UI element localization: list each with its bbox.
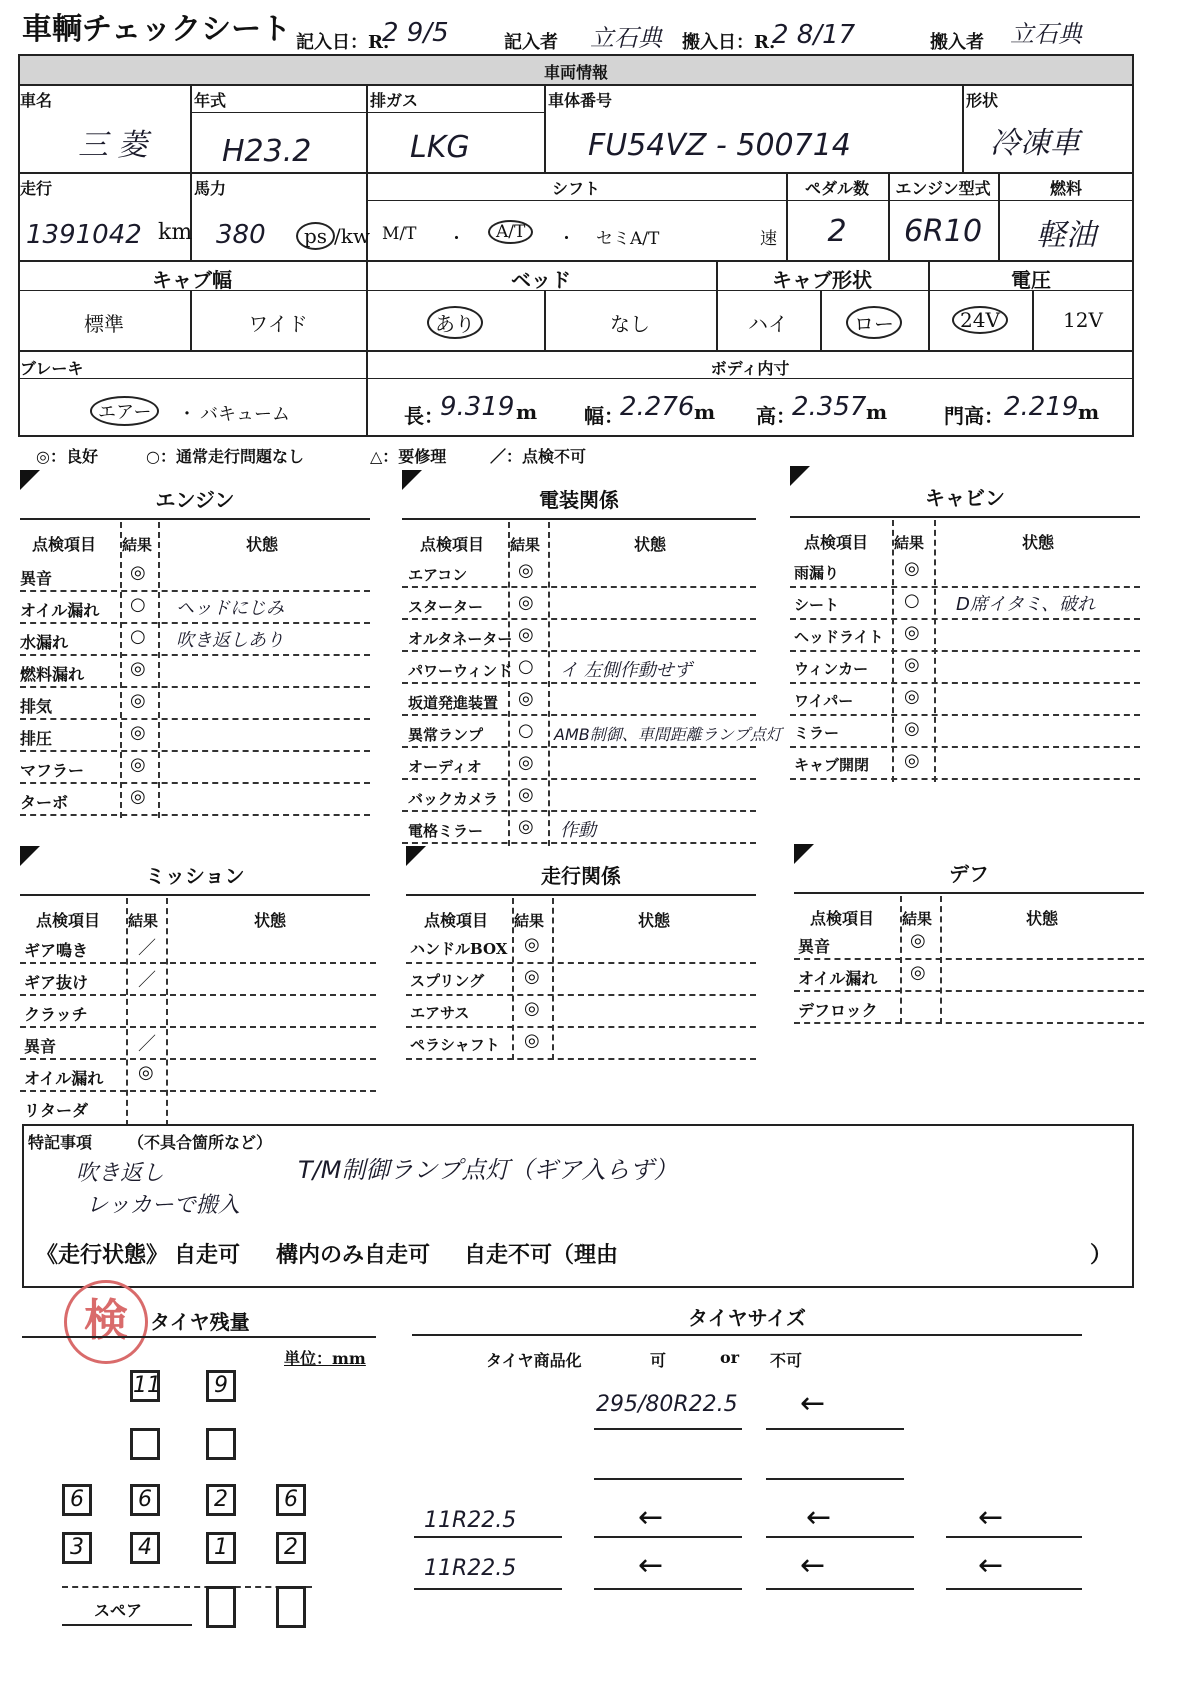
mission-row-item: リターダ bbox=[24, 1101, 89, 1120]
engine-model-label: エンジン型式 bbox=[895, 179, 991, 198]
tire-unit: 単位：mm bbox=[284, 1349, 366, 1368]
height-label: 高： bbox=[756, 404, 796, 428]
tire-size-front: 295/80R22.5 bbox=[596, 1392, 738, 1417]
diff-col-result: 結果 bbox=[902, 910, 933, 928]
cab-width-label: キャブ幅 bbox=[152, 268, 232, 292]
length-value: 9.319 bbox=[440, 392, 515, 422]
tire-box: 2 bbox=[206, 1484, 236, 1516]
body-dims-label: ボディ内寸 bbox=[710, 359, 790, 378]
commercial-label: タイヤ商品化 bbox=[486, 1351, 582, 1370]
cab-width-wide: ワイド bbox=[248, 312, 308, 336]
engine-row-item: ターボ bbox=[20, 793, 69, 812]
legend-good: ◎：良好 bbox=[36, 447, 98, 466]
voltage-label: 電圧 bbox=[1011, 268, 1051, 292]
same-arrow: ← bbox=[800, 1386, 826, 1421]
mission-row-item: ギア抜け bbox=[24, 973, 89, 992]
cabin-row-result: ◎ bbox=[904, 686, 920, 707]
engine-row-item: 燃料漏れ bbox=[20, 665, 85, 684]
power-value: 380 bbox=[216, 220, 266, 250]
same-arrow: ← bbox=[978, 1500, 1004, 1535]
power-unit-kw: /kw bbox=[334, 224, 370, 248]
mission-row-result: ／ bbox=[138, 1034, 156, 1055]
tire-box bbox=[130, 1428, 160, 1460]
tire-size-rear: 11R22.5 bbox=[424, 1508, 517, 1533]
running-col-state: 状態 bbox=[638, 911, 671, 930]
mission-row-item: ギア鳴き bbox=[24, 941, 89, 960]
engine-row-item: 水漏れ bbox=[20, 633, 69, 652]
year-label: 年式 bbox=[194, 91, 227, 110]
same-arrow: ← bbox=[638, 1500, 664, 1535]
cabin-row-item: ヘッドライト bbox=[794, 628, 884, 646]
mission-row-item: オイル漏れ bbox=[24, 1069, 104, 1088]
brake-label: ブレーキ bbox=[20, 359, 84, 378]
cabin-row-result: ○ bbox=[904, 590, 920, 611]
commercial-yes: 可 bbox=[650, 1351, 667, 1370]
run-opt-yard: 構内のみ自走可 bbox=[276, 1242, 431, 1268]
cabin-row-item: 雨漏り bbox=[794, 564, 840, 582]
mission-row-result: ◎ bbox=[138, 1062, 154, 1083]
engine-model-value: 6R10 bbox=[903, 214, 983, 249]
cabin-col-state: 状態 bbox=[1022, 533, 1055, 552]
legend-ok: ○：通常走行問題なし bbox=[146, 447, 304, 466]
deliverer-label: 搬入者 bbox=[930, 32, 984, 53]
cabin-row-result: ◎ bbox=[904, 718, 920, 739]
tire-box: 2 bbox=[276, 1532, 306, 1564]
tire-box: 4 bbox=[130, 1532, 160, 1564]
engine-col-result: 結果 bbox=[122, 536, 153, 554]
electric-col-item: 点検項目 bbox=[420, 535, 485, 554]
tire-box bbox=[206, 1428, 236, 1460]
fuel-label: 燃料 bbox=[1049, 179, 1082, 198]
shift-dot2: ・ bbox=[558, 229, 575, 249]
tire-box: 6 bbox=[62, 1484, 92, 1516]
mission-row-result: ／ bbox=[138, 938, 156, 959]
commercial-or: or bbox=[720, 1348, 740, 1367]
electric-row-item: エアコン bbox=[408, 566, 468, 584]
diff-row-result: ◎ bbox=[910, 930, 926, 951]
mileage-label: 走行 bbox=[20, 179, 53, 198]
run-opt-self: 自走可 bbox=[174, 1242, 241, 1268]
engine-row-state: ヘッドにじみ bbox=[176, 598, 284, 619]
diff-col-state: 状態 bbox=[1026, 909, 1059, 928]
emission-value: LKG bbox=[410, 130, 470, 165]
engine-row-item: 排圧 bbox=[20, 729, 53, 748]
delivery-date-label: 搬入日：R. bbox=[682, 32, 776, 53]
bed-label: ベッド bbox=[511, 268, 571, 292]
notes-line2: レッカーで搬入 bbox=[86, 1193, 240, 1218]
engine-col-item: 点検項目 bbox=[32, 535, 97, 554]
notes-line1: 吹き返し bbox=[76, 1161, 165, 1186]
brake-dot: ・ bbox=[178, 404, 196, 425]
electric-row-item: スターター bbox=[408, 598, 484, 616]
electric-row-item: 異常ランプ bbox=[408, 726, 484, 744]
cab-shape-label: キャブ形状 bbox=[772, 268, 872, 292]
mission-col-result: 結果 bbox=[128, 912, 159, 930]
electric-row-result: ◎ bbox=[518, 560, 534, 581]
pedal-label: ペダル数 bbox=[804, 179, 869, 198]
width-label: 幅： bbox=[584, 404, 624, 428]
mission-title: ミッション bbox=[145, 864, 245, 888]
electric-row-item: オルタネーター bbox=[408, 630, 513, 648]
engine-row-result: ○ bbox=[130, 626, 146, 647]
year-value: H23.2 bbox=[222, 134, 312, 169]
name-value: 三 菱 bbox=[78, 128, 148, 163]
cabin-row-result: ◎ bbox=[904, 654, 920, 675]
shift-dot1: ・ bbox=[448, 229, 465, 249]
same-arrow: ← bbox=[800, 1548, 826, 1583]
width-unit: m bbox=[694, 400, 716, 424]
running-row-result: ◎ bbox=[524, 1030, 540, 1051]
cabin-row-result: ◎ bbox=[904, 622, 920, 643]
engine-row-result: ◎ bbox=[130, 562, 146, 583]
mission-row-item: 異音 bbox=[24, 1037, 57, 1056]
legend-na: ／：点検不可 bbox=[490, 447, 587, 466]
fuel-value: 軽油 bbox=[1036, 218, 1096, 253]
shape-label: 形状 bbox=[966, 91, 999, 110]
shift-mt: M/T bbox=[382, 224, 417, 244]
power-label: 馬力 bbox=[194, 179, 227, 198]
tire-box: 6 bbox=[130, 1484, 160, 1516]
electric-row-result: ○ bbox=[518, 720, 534, 741]
filler: 立石典 bbox=[590, 24, 662, 52]
cab-shape-high: ハイ bbox=[748, 312, 788, 336]
engine-row-result: ◎ bbox=[130, 786, 146, 807]
electric-row-result: ◎ bbox=[518, 816, 534, 837]
page-title: 車輌チェックシート bbox=[22, 12, 292, 47]
filler-label: 記入者 bbox=[504, 32, 558, 53]
run-close-paren: ） bbox=[1090, 1242, 1113, 1268]
electric-col-result: 結果 bbox=[510, 536, 541, 554]
electric-row-state: AMB制御、車間距離ランプ点灯 bbox=[554, 725, 782, 744]
bed-no: なし bbox=[610, 312, 650, 336]
electric-row-item: パワーウィンド bbox=[408, 662, 513, 680]
chassis-label: 車体番号 bbox=[548, 91, 613, 110]
electric-title: 電装関係 bbox=[539, 488, 619, 512]
engine-row-item: 排気 bbox=[20, 697, 53, 716]
shift-semi-at: セミA/T bbox=[596, 229, 660, 249]
cabin-row-item: シート bbox=[794, 596, 840, 614]
mileage-value: 1391042 bbox=[26, 220, 142, 250]
door-height-value: 2.219 bbox=[1004, 392, 1079, 422]
run-opt-none: 自走不可（理由 bbox=[464, 1242, 619, 1268]
cabin-row-state: D席イタミ、破れ bbox=[956, 594, 1096, 615]
cabin-row-result: ◎ bbox=[904, 558, 920, 579]
electric-row-state: イ 左側作動せず bbox=[560, 660, 692, 681]
same-arrow: ← bbox=[638, 1548, 664, 1583]
mission-col-state: 状態 bbox=[254, 911, 287, 930]
vehicle-section-title: 車両情報 bbox=[543, 63, 608, 82]
cab-shape-low: ロー bbox=[820, 306, 928, 339]
door-height-unit: m bbox=[1078, 400, 1100, 424]
tire-box: 11 bbox=[130, 1370, 160, 1402]
notes-sub: （不具合箇所など） bbox=[128, 1133, 273, 1152]
running-row-item: エアサス bbox=[410, 1004, 470, 1022]
shift-speed: 速 bbox=[760, 229, 777, 249]
length-label: 長： bbox=[404, 404, 444, 428]
electric-col-state: 状態 bbox=[634, 535, 667, 554]
tire-remain-title: タイヤ残量 bbox=[150, 1310, 250, 1334]
running-title: 走行関係 bbox=[541, 864, 621, 888]
electric-row-item: バックカメラ bbox=[408, 790, 499, 808]
spare-box bbox=[206, 1586, 236, 1628]
cabin-row-item: ワイパー bbox=[794, 692, 854, 710]
run-status-label: 《走行状態》 bbox=[36, 1242, 169, 1268]
diff-col-item: 点検項目 bbox=[810, 909, 875, 928]
running-col-item: 点検項目 bbox=[424, 911, 489, 930]
cabin-title: キャビン bbox=[925, 486, 1005, 510]
cabin-col-result: 結果 bbox=[894, 534, 925, 552]
notes-line3: T/M制御ランプ点灯（ギア入らず） bbox=[298, 1156, 678, 1184]
mission-row-item: クラッチ bbox=[24, 1005, 88, 1024]
tire-box: 3 bbox=[62, 1532, 92, 1564]
running-row-result: ◎ bbox=[524, 966, 540, 987]
engine-row-state: 吹き返しあり bbox=[176, 630, 284, 651]
engine-row-result: ○ bbox=[130, 594, 146, 615]
engine-row-result: ◎ bbox=[130, 754, 146, 775]
engine-row-result: ◎ bbox=[130, 690, 146, 711]
commercial-no: 不可 bbox=[770, 1351, 803, 1370]
running-row-result: ◎ bbox=[524, 998, 540, 1019]
cabin-row-item: ミラー bbox=[794, 724, 840, 742]
shape-value: 冷凍車 bbox=[990, 126, 1080, 161]
electric-row-result: ◎ bbox=[518, 688, 534, 709]
emission-label: 排ガス bbox=[370, 91, 419, 110]
spare-box bbox=[276, 1586, 306, 1628]
running-row-result: ◎ bbox=[524, 934, 540, 955]
mission-col-item: 点検項目 bbox=[36, 911, 101, 930]
engine-row-result: ◎ bbox=[130, 722, 146, 743]
engine-col-state: 状態 bbox=[246, 535, 279, 554]
height-value: 2.357 bbox=[792, 392, 867, 422]
electric-row-state: 作動 bbox=[560, 820, 596, 841]
length-unit: m bbox=[516, 400, 538, 424]
fill-date: 2 9/5 bbox=[382, 18, 449, 48]
cabin-row-item: ウィンカー bbox=[794, 660, 869, 678]
engine-row-result: ◎ bbox=[130, 658, 146, 679]
electric-row-item: 電格ミラー bbox=[408, 822, 484, 840]
electric-row-item: 坂道発進装置 bbox=[408, 694, 499, 712]
notes-label: 特記事項 bbox=[28, 1133, 93, 1152]
tire-box: 6 bbox=[276, 1484, 306, 1516]
fill-date-label: 記入日：R. bbox=[296, 32, 390, 53]
diff-row-item: オイル漏れ bbox=[798, 969, 878, 988]
running-col-result: 結果 bbox=[514, 912, 545, 930]
electric-row-result: ◎ bbox=[518, 752, 534, 773]
diff-row-result: ◎ bbox=[910, 962, 926, 983]
electric-row-item: オーディオ bbox=[408, 758, 482, 776]
brake-vacuum: バキューム bbox=[200, 404, 290, 425]
cabin-row-result: ◎ bbox=[904, 750, 920, 771]
spare-label: スペア bbox=[94, 1601, 143, 1620]
electric-row-result: ○ bbox=[518, 656, 534, 677]
cabin-row-item: キャブ開閉 bbox=[794, 756, 870, 774]
inspection-seal: 検 bbox=[64, 1280, 148, 1364]
running-row-item: スプリング bbox=[410, 972, 485, 990]
diff-row-item: デフロック bbox=[798, 1001, 878, 1020]
electric-row-result: ◎ bbox=[518, 624, 534, 645]
same-arrow: ← bbox=[806, 1500, 832, 1535]
door-height-label: 門高： bbox=[944, 404, 1004, 428]
tire-box: 1 bbox=[206, 1532, 236, 1564]
shift-at: A/T bbox=[488, 220, 533, 244]
electric-row-result: ◎ bbox=[518, 592, 534, 613]
engine-row-item: マフラー bbox=[20, 761, 85, 780]
pedal-value: 2 bbox=[827, 214, 847, 249]
deliverer: 立石典 bbox=[1010, 20, 1082, 48]
running-row-item: ハンドルBOX bbox=[410, 940, 508, 958]
tire-box: 9 bbox=[206, 1370, 236, 1402]
engine-title: エンジン bbox=[155, 488, 235, 512]
cab-width-standard: 標準 bbox=[84, 312, 124, 336]
voltage-24: 24V bbox=[928, 306, 1032, 334]
delivery-date: 2 8/17 bbox=[772, 20, 856, 50]
cabin-col-item: 点検項目 bbox=[804, 533, 869, 552]
diff-row-item: 異音 bbox=[798, 937, 831, 956]
running-row-item: ペラシャフト bbox=[410, 1036, 500, 1054]
width-value: 2.276 bbox=[620, 392, 695, 422]
electric-row-result: ◎ bbox=[518, 784, 534, 805]
tire-size-rear: 11R22.5 bbox=[424, 1556, 517, 1581]
voltage-12: 12V bbox=[1063, 308, 1103, 332]
power-unit-ps: ps bbox=[296, 222, 335, 250]
same-arrow: ← bbox=[978, 1548, 1004, 1583]
shift-label: シフト bbox=[551, 179, 600, 198]
legend-repair: △：要修理 bbox=[370, 447, 447, 466]
bed-yes: あり bbox=[366, 306, 544, 339]
height-unit: m bbox=[866, 400, 888, 424]
diff-title: デフ bbox=[949, 862, 989, 886]
name-label: 車名 bbox=[20, 91, 53, 110]
chassis-value: FU54VZ - 500714 bbox=[588, 128, 851, 163]
engine-row-item: オイル漏れ bbox=[20, 601, 100, 620]
mission-row-result: ／ bbox=[138, 970, 156, 991]
tire-size-title: タイヤサイズ bbox=[688, 1306, 806, 1330]
brake-air: エアー bbox=[90, 396, 159, 426]
mileage-unit: km bbox=[158, 220, 193, 245]
engine-row-item: 異音 bbox=[20, 569, 53, 588]
